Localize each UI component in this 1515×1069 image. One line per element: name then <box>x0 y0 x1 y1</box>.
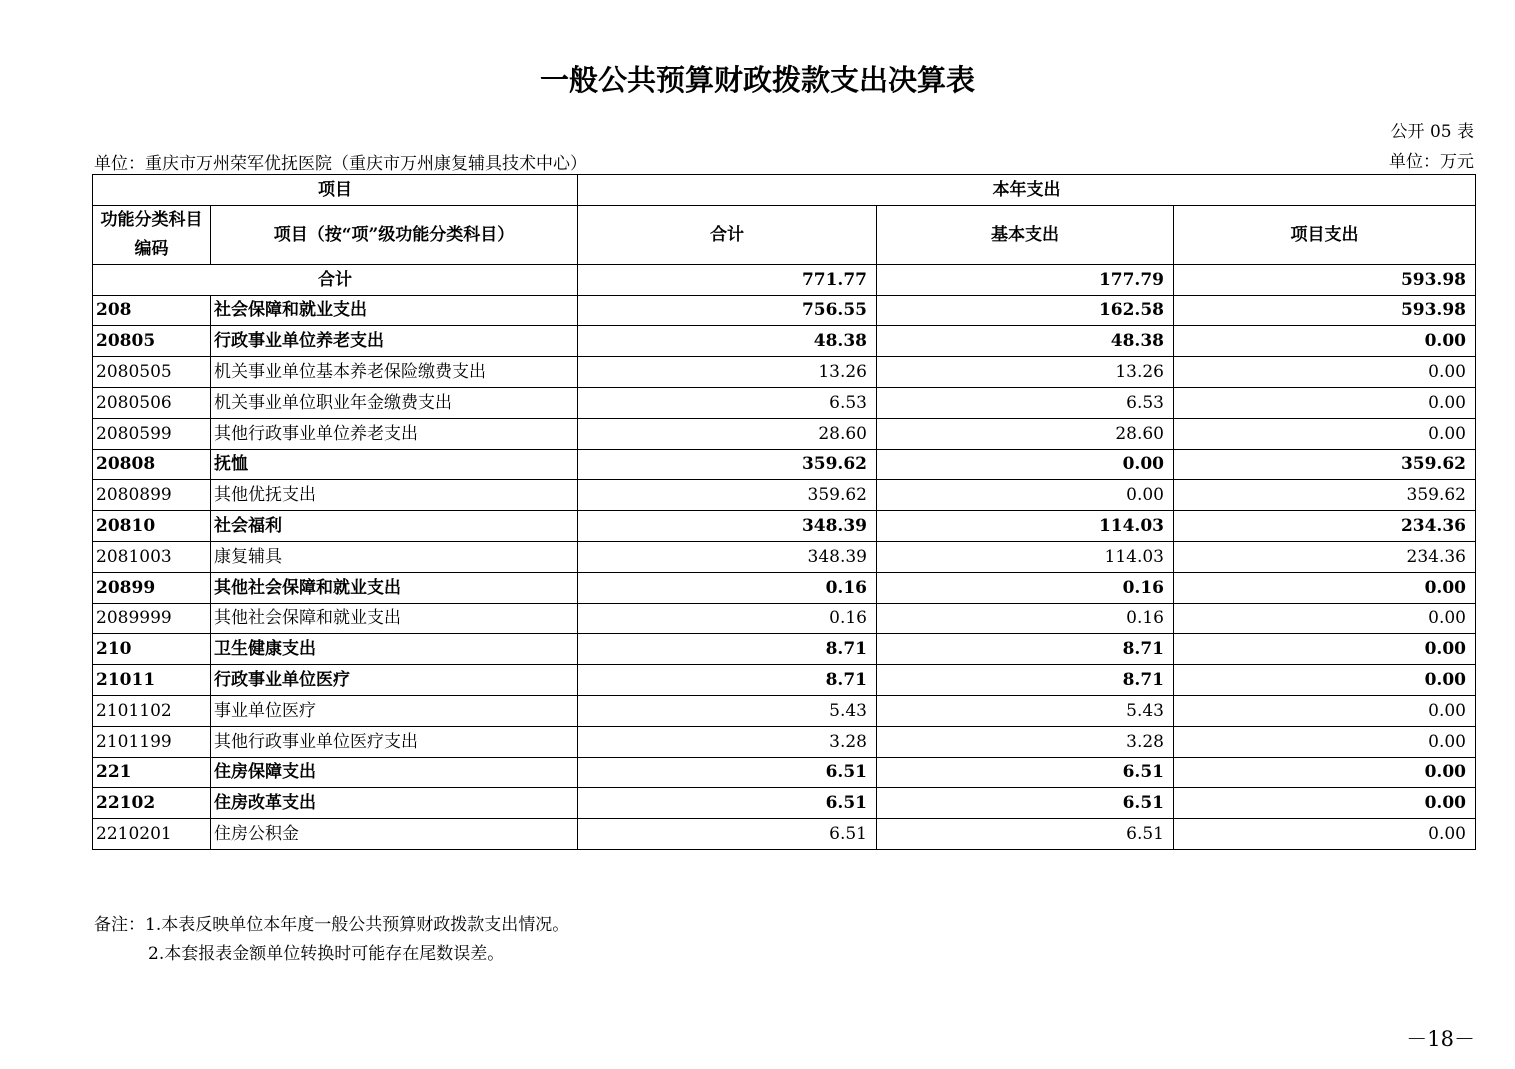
row-name: 行政事业单位医疗 <box>211 665 578 696</box>
header-basic: 基本支出 <box>877 205 1174 264</box>
row-code: 2080599 <box>93 418 211 449</box>
unit-organization: 单位：重庆市万州荣军优抚医院（重庆市万州康复辅具技术中心） <box>94 154 587 174</box>
row-basic: 162.58 <box>877 295 1174 326</box>
row-name: 住房公积金 <box>211 819 578 850</box>
header-current-year: 本年支出 <box>578 175 1476 206</box>
row-total: 6.51 <box>578 788 877 819</box>
row-basic: 6.53 <box>877 387 1174 418</box>
row-code: 2089999 <box>93 603 211 634</box>
row-name: 社会保障和就业支出 <box>211 295 578 326</box>
row-total: 348.39 <box>578 511 877 542</box>
unit-currency: 单位：万元 <box>1389 152 1474 172</box>
row-total: 13.26 <box>578 357 877 388</box>
row-name: 其他行政事业单位医疗支出 <box>211 726 578 757</box>
row-basic: 28.60 <box>877 418 1174 449</box>
row-code: 2101199 <box>93 726 211 757</box>
header-total: 合计 <box>578 205 877 264</box>
row-basic: 114.03 <box>877 511 1174 542</box>
row-name: 住房改革支出 <box>211 788 578 819</box>
row-basic: 13.26 <box>877 357 1174 388</box>
table-row <box>93 418 1476 449</box>
row-project: 0.00 <box>1174 418 1476 449</box>
row-basic: 0.16 <box>877 603 1174 634</box>
row-name: 其他行政事业单位养老支出 <box>211 418 578 449</box>
row-total: 8.71 <box>578 634 877 665</box>
row-project: 0.00 <box>1174 357 1476 388</box>
row-code: 210 <box>93 634 211 665</box>
row-basic: 0.00 <box>877 449 1174 480</box>
row-total: 756.55 <box>578 295 877 326</box>
table-row <box>93 449 1476 480</box>
row-code: 2080506 <box>93 387 211 418</box>
table-row <box>93 726 1476 757</box>
row-basic: 6.51 <box>877 819 1174 850</box>
row-name: 机关事业单位基本养老保险缴费支出 <box>211 357 578 388</box>
row-code: 20810 <box>93 511 211 542</box>
row-project: 359.62 <box>1174 449 1476 480</box>
row-basic: 8.71 <box>877 634 1174 665</box>
table-row <box>93 695 1476 726</box>
row-total: 6.51 <box>578 819 877 850</box>
row-total: 5.43 <box>578 695 877 726</box>
table-row <box>93 326 1476 357</box>
row-total: 0.16 <box>578 572 877 603</box>
row-total: 3.28 <box>578 726 877 757</box>
row-project: 0.00 <box>1174 788 1476 819</box>
note-line-2: 2.本套报表金额单位转换时可能存在尾数误差。 <box>148 944 505 964</box>
row-code: 21011 <box>93 665 211 696</box>
row-project: 0.00 <box>1174 572 1476 603</box>
row-name: 住房保障支出 <box>211 757 578 788</box>
row-basic: 8.71 <box>877 665 1174 696</box>
row-basic: 0.00 <box>877 480 1174 511</box>
row-code: 2080505 <box>93 357 211 388</box>
row-code: 22102 <box>93 788 211 819</box>
row-basic: 6.51 <box>877 757 1174 788</box>
row-name: 抚恤 <box>211 449 578 480</box>
row-project: 0.00 <box>1174 634 1476 665</box>
table-row <box>93 357 1476 388</box>
header-project: 项目 <box>93 175 578 206</box>
table-row <box>93 819 1476 850</box>
table-row <box>93 295 1476 326</box>
row-code: 20805 <box>93 326 211 357</box>
row-basic: 5.43 <box>877 695 1174 726</box>
row-basic: 114.03 <box>877 541 1174 572</box>
row-code: 2210201 <box>93 819 211 850</box>
row-total: 28.60 <box>578 418 877 449</box>
table-row <box>93 541 1476 572</box>
table-row <box>93 788 1476 819</box>
row-name: 其他社会保障和就业支出 <box>211 572 578 603</box>
row-name: 社会福利 <box>211 511 578 542</box>
row-project: 0.00 <box>1174 695 1476 726</box>
total-total: 771.77 <box>578 264 877 295</box>
row-name: 行政事业单位养老支出 <box>211 326 578 357</box>
row-total: 6.53 <box>578 387 877 418</box>
row-total: 359.62 <box>578 449 877 480</box>
table-row <box>93 757 1476 788</box>
row-total: 48.38 <box>578 326 877 357</box>
header-code: 功能分类科目编码 <box>93 205 211 264</box>
row-code: 208 <box>93 295 211 326</box>
total-basic: 177.79 <box>877 264 1174 295</box>
row-code: 20808 <box>93 449 211 480</box>
row-name: 康复辅具 <box>211 541 578 572</box>
header-row-1 <box>93 175 1476 206</box>
row-name: 事业单位医疗 <box>211 695 578 726</box>
page-title: 一般公共预算财政拨款支出决算表 <box>539 63 975 97</box>
row-project: 593.98 <box>1174 295 1476 326</box>
row-basic: 48.38 <box>877 326 1174 357</box>
row-project: 234.36 <box>1174 511 1476 542</box>
row-basic: 6.51 <box>877 788 1174 819</box>
row-code: 221 <box>93 757 211 788</box>
row-basic: 3.28 <box>877 726 1174 757</box>
row-project: 234.36 <box>1174 541 1476 572</box>
page-number: －18－ <box>1406 1027 1475 1051</box>
row-total: 348.39 <box>578 541 877 572</box>
total-project: 593.98 <box>1174 264 1476 295</box>
row-project: 0.00 <box>1174 326 1476 357</box>
row-project: 0.00 <box>1174 757 1476 788</box>
row-total: 6.51 <box>578 757 877 788</box>
total-label: 合计 <box>93 264 578 295</box>
table-row <box>93 572 1476 603</box>
row-code: 2080899 <box>93 480 211 511</box>
row-basic: 0.16 <box>877 572 1174 603</box>
row-project: 0.00 <box>1174 603 1476 634</box>
header-item: 项目（按“项”级功能分类科目） <box>211 205 578 264</box>
table-row <box>93 665 1476 696</box>
row-project: 0.00 <box>1174 726 1476 757</box>
row-name: 机关事业单位职业年金缴费支出 <box>211 387 578 418</box>
table-row <box>93 634 1476 665</box>
row-name: 其他社会保障和就业支出 <box>211 603 578 634</box>
row-project: 0.00 <box>1174 665 1476 696</box>
row-project: 359.62 <box>1174 480 1476 511</box>
table-row <box>93 511 1476 542</box>
expenditure-table <box>92 174 1476 850</box>
header-project-expenditure: 项目支出 <box>1174 205 1476 264</box>
total-row <box>93 264 1476 295</box>
row-code: 2101102 <box>93 695 211 726</box>
note-line-1: 备注：1.本表反映单位本年度一般公共预算财政拨款支出情况。 <box>94 915 570 935</box>
row-code: 20899 <box>93 572 211 603</box>
row-name: 其他优抚支出 <box>211 480 578 511</box>
table-row <box>93 387 1476 418</box>
row-project: 0.00 <box>1174 387 1476 418</box>
notes <box>94 911 569 969</box>
row-total: 0.16 <box>578 603 877 634</box>
table-row <box>93 480 1476 511</box>
row-project: 0.00 <box>1174 819 1476 850</box>
row-name: 卫生健康支出 <box>211 634 578 665</box>
row-total: 359.62 <box>578 480 877 511</box>
row-total: 8.71 <box>578 665 877 696</box>
row-code: 2081003 <box>93 541 211 572</box>
form-number: 公开 05 表 <box>1390 122 1474 142</box>
table-row <box>93 603 1476 634</box>
header-row-2 <box>93 205 1476 264</box>
